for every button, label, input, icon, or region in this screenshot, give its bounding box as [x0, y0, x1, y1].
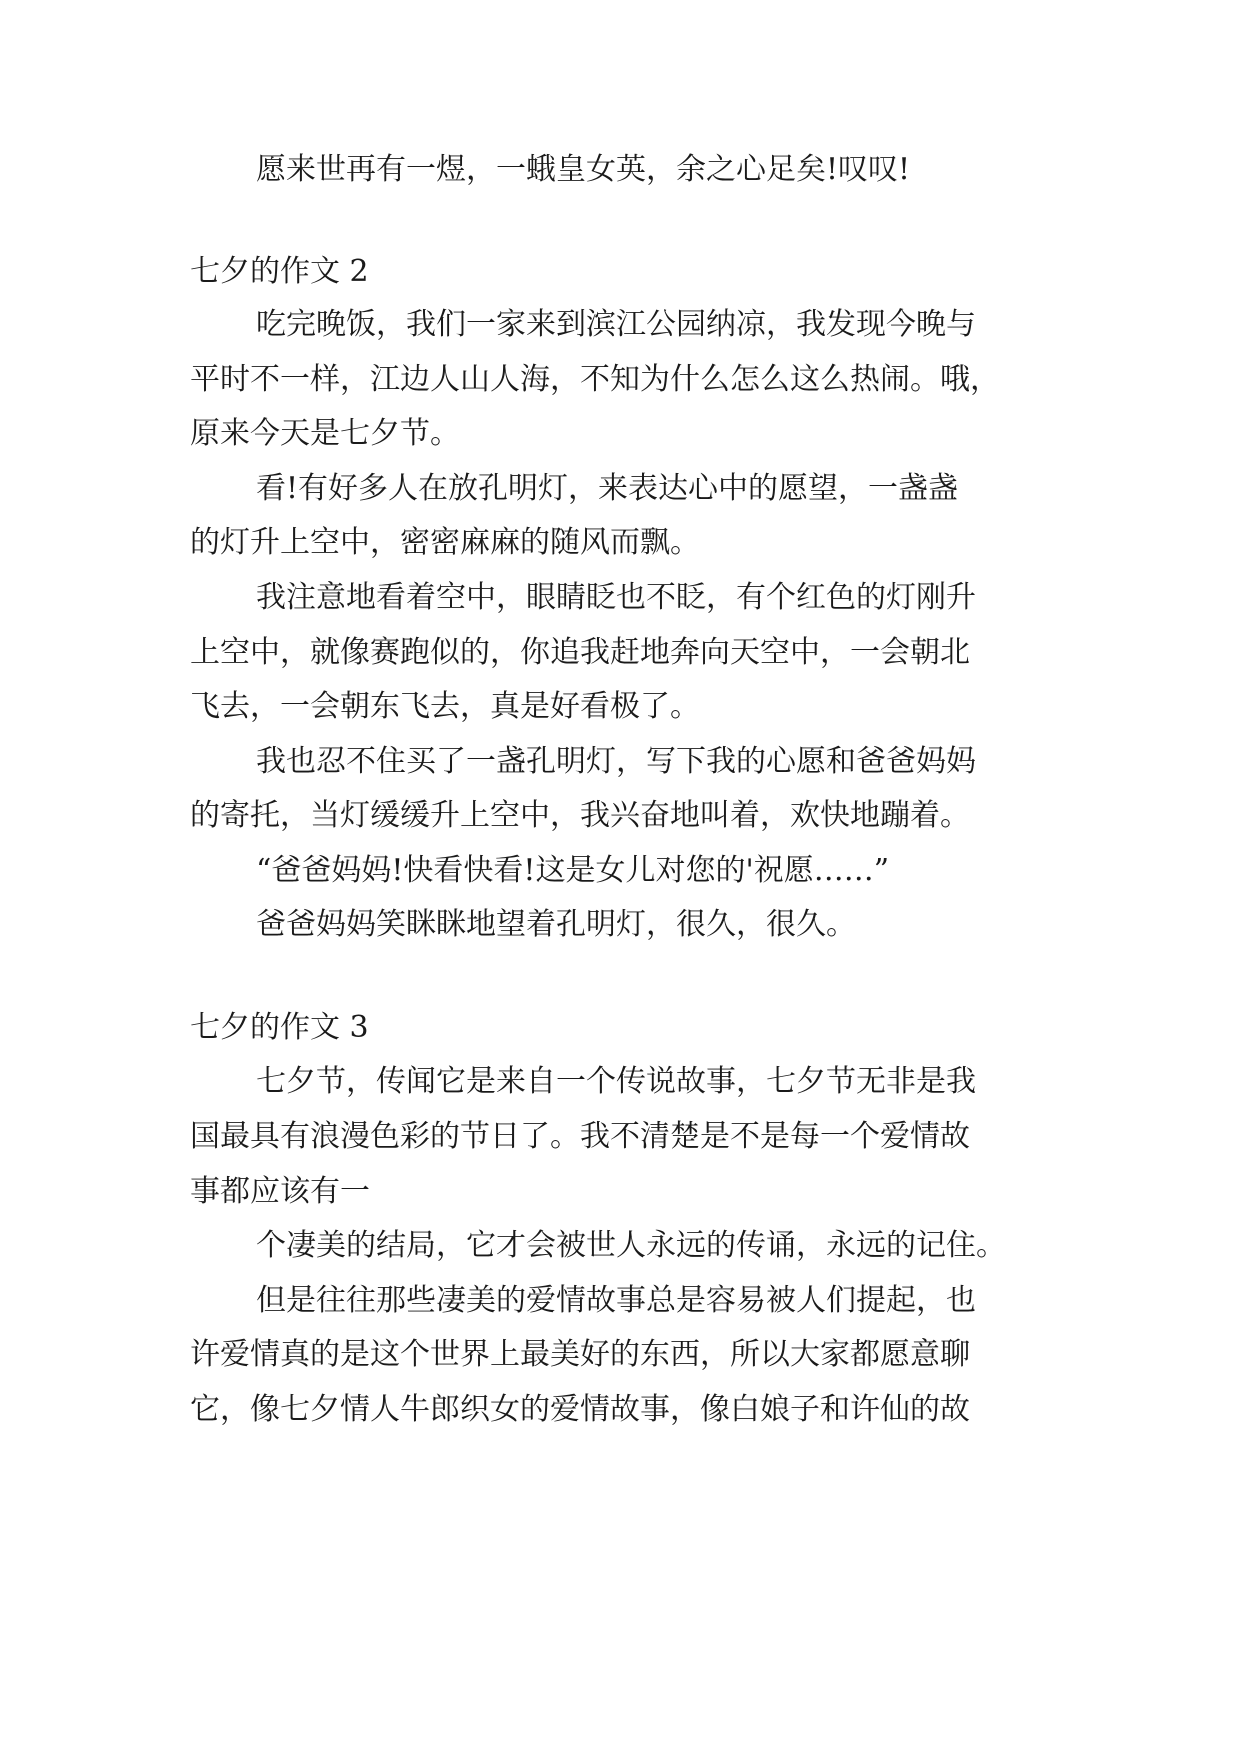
- section-3-heading: 七夕的作文 3: [190, 1010, 369, 1045]
- paragraph-line: 吃完晚饭，我们一家来到滨江公园纳凉，我发现今晚与: [256, 307, 976, 342]
- paragraph-line: 我注意地看着空中，眼睛眨也不眨，有个红色的灯刚升: [256, 580, 976, 615]
- paragraph-line: 原来今天是七夕节。: [190, 416, 460, 451]
- section-2-heading: 七夕的作文 2: [190, 254, 369, 289]
- paragraph-line: 看!有好多人在放孔明灯，来表达心中的愿望，一盏盏: [256, 471, 959, 506]
- paragraph-line: 爸爸妈妈笑眯眯地望着孔明灯，很久，很久。: [256, 907, 856, 942]
- paragraph-line: 许爱情真的是这个世界上最美好的东西，所以大家都愿意聊: [190, 1337, 970, 1372]
- paragraph-line: 国最具有浪漫色彩的节日了。我不清楚是不是每一个爱情故: [190, 1119, 970, 1154]
- paragraph-line: 七夕节，传闻它是来自一个传说故事，七夕节无非是我: [256, 1064, 976, 1099]
- paragraph-line: 但是往往那些凄美的爱情故事总是容易被人们提起，也: [256, 1283, 976, 1318]
- paragraph-line: 事都应该有一: [190, 1174, 370, 1209]
- opening-line: 愿来世再有一煜，一蛾皇女英，余之心足矣!叹叹!: [256, 152, 911, 187]
- paragraph-line: 平时不一样，江边人山人海，不知为什么怎么这么热闹。哦，: [190, 362, 1000, 397]
- paragraph-line: 上空中，就像赛跑似的，你追我赶地奔向天空中，一会朝北: [190, 635, 970, 670]
- paragraph-line: 的灯升上空中，密密麻麻的随风而飘。: [190, 525, 700, 560]
- paragraph-line: 我也忍不住买了一盏孔明灯，写下我的心愿和爸爸妈妈: [256, 744, 976, 779]
- paragraph-line: 它，像七夕情人牛郎织女的爱情故事，像白娘子和许仙的故: [190, 1392, 970, 1427]
- paragraph-line: 的寄托，当灯缓缓升上空中，我兴奋地叫着，欢快地蹦着。: [190, 798, 970, 833]
- quote-line: “爸爸妈妈!快看快看!这是女儿对您的'祝愿……”: [256, 853, 890, 888]
- paragraph-line: 个凄美的结局，它才会被世人永远的传诵，永远的记住。: [256, 1228, 1006, 1263]
- paragraph-line: 飞去，一会朝东飞去，真是好看极了。: [190, 689, 700, 724]
